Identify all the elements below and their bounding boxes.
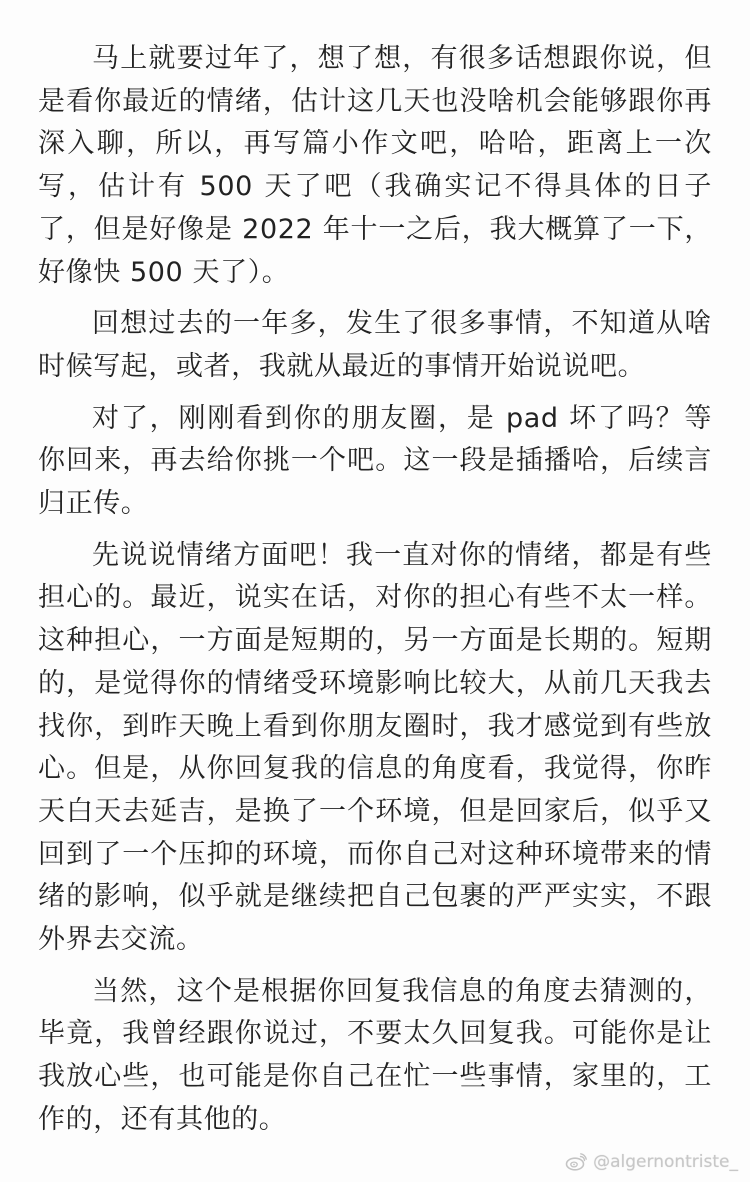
watermark-handle: @algernontriste_ [593, 1152, 738, 1172]
paragraph-3: 对了，刚刚看到你的朋友圈，是 pad 坏了吗？等你回来，再去给你挑一个吧。这一段是插播哈，后续言归正传。 [38, 402, 712, 520]
document-body [38, 38, 712, 1151]
paragraph-4: 先说说情绪方面吧！我一直对你的情绪，都是有些担心的。最近，说实在话，对你的担心有些不太一样。这种担心，一方面是短期的，另一方面是长期的。短期的，是觉得你的情绪受环境影响比较大，从前几天我去找你，到昨天晚上看到你朋友圈时，我才感觉到有些放心。但是，从你回复我的信息的角度看，我觉得，你昨天白天去延吉，是换了一个环境，但是回家后，似乎又回到了一个压抑的环境，而你自己对这种环境带来的情绪的影响，似乎就是继续把自己包裹的严严实实，不跟外界去交流。 [38, 539, 712, 956]
paragraph-5: 当然，这个是根据你回复我信息的角度去猜测的，毕竟，我曾经跟你说过，不要太久回复我。可能你是让我放心些，也可能是你自己在忙一些事情，家里的，工作的，还有其他的。 [38, 975, 712, 1135]
watermark [565, 1152, 738, 1172]
paragraph-2: 回想过去的一年多，发生了很多事情，不知道从啥时候写起，或者，我就从最近的事情开始说说吧。 [38, 308, 712, 382]
paragraph-1: 马上就要过年了，想了想，有很多话想跟你说，但是看你最近的情绪，估计这几天也没啥机会能够跟你再深入聊，所以，再写篇小作文吧，哈哈，距离上一次写，估计有 500 天了吧（我确实记不得具体的日子了，但是好像是 2022 年十一之后，我大概算了一下，好像快 500 天了）。 [38, 43, 712, 288]
weibo-icon [565, 1153, 587, 1171]
